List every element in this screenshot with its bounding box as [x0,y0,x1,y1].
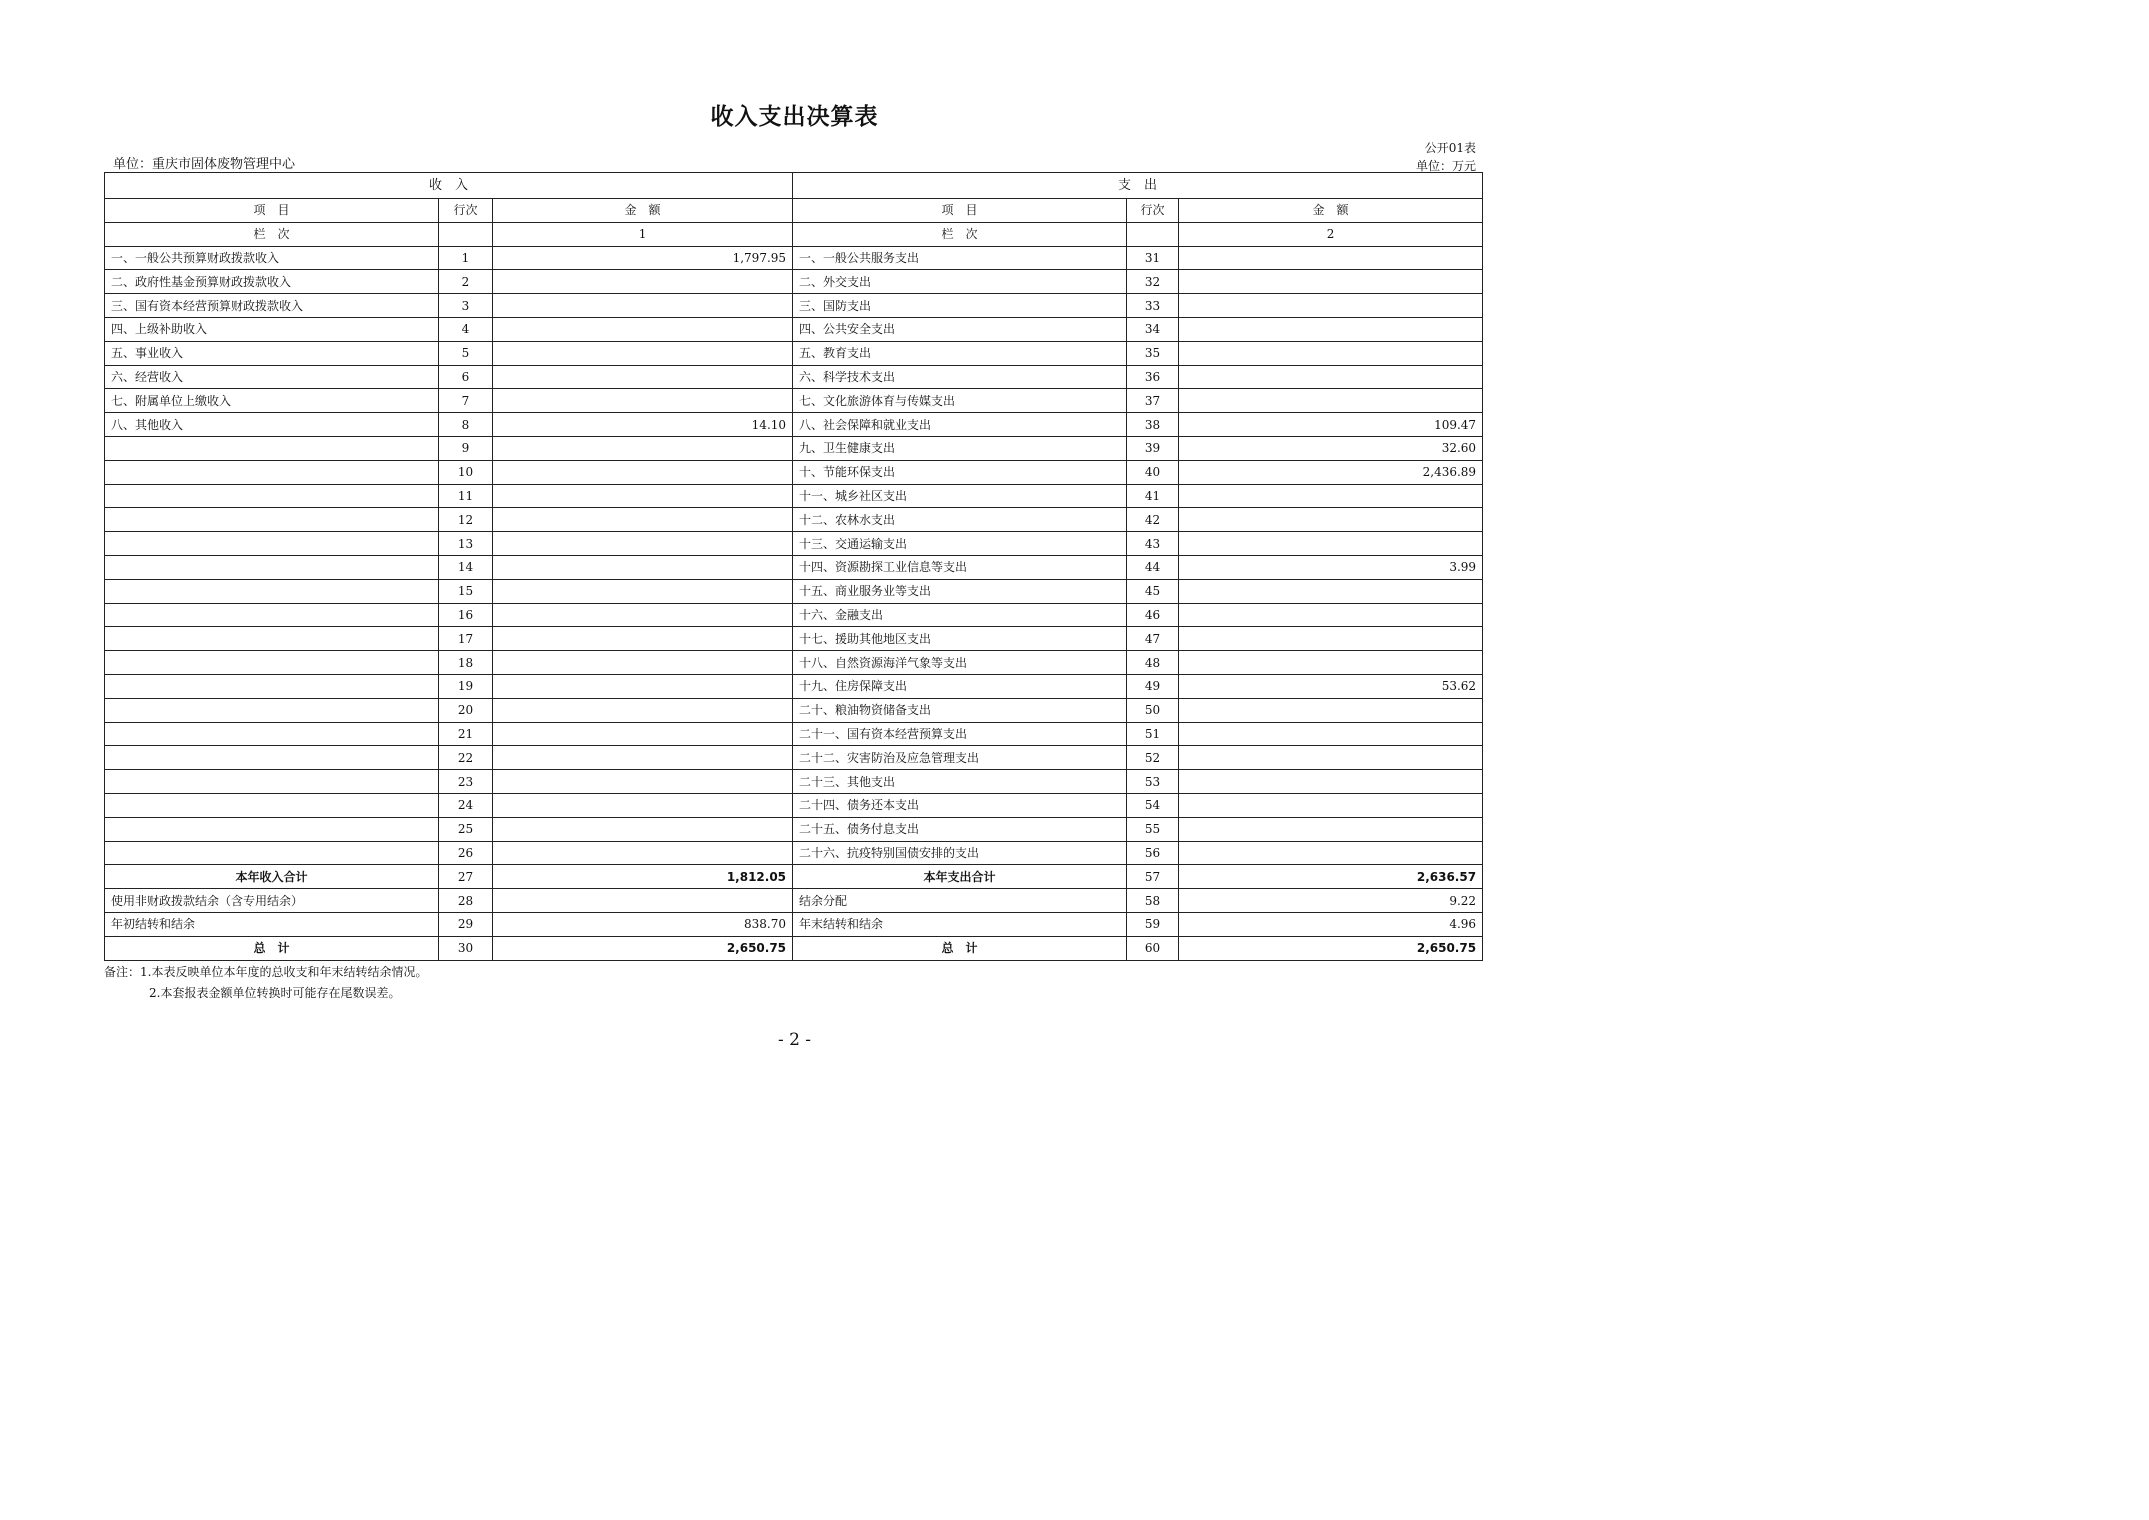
expense-item-cell: 四、公共安全支出 [793,317,1127,341]
expense-item-cell: 二、外交支出 [793,270,1127,294]
expense-amount-cell [1179,627,1483,651]
expense-item-cell: 十八、自然资源海洋气象等支出 [793,651,1127,675]
expense-item-cell: 总 计 [793,936,1127,960]
table-row [105,603,1483,627]
income-line-cell: 26 [439,841,493,865]
table-body [105,246,1483,960]
income-amount-cell: 1,812.05 [493,865,793,889]
income-line-cell: 4 [439,317,493,341]
income-line-cell: 27 [439,865,493,889]
expense-item-cell: 七、文化旅游体育与传媒支出 [793,389,1127,413]
income-line-cell: 15 [439,579,493,603]
income-amount-cell [493,460,793,484]
expense-line-cell: 37 [1127,389,1179,413]
table-row [105,579,1483,603]
income-item-cell [105,674,439,698]
table-row [105,317,1483,341]
income-line-cell: 8 [439,413,493,437]
expense-line-cell: 46 [1127,603,1179,627]
income-amount-cell [493,770,793,794]
expense-amount-cell [1179,532,1483,556]
income-line-cell: 29 [439,912,493,936]
table-row [105,936,1483,960]
expense-amount-cell [1179,246,1483,270]
expense-item-cell: 十六、金融支出 [793,603,1127,627]
income-item-cell: 年初结转和结余 [105,912,439,936]
income-line-cell: 9 [439,436,493,460]
expense-line-cell: 31 [1127,246,1179,270]
table-row [105,436,1483,460]
income-amount-cell [493,746,793,770]
income-amount-cell [493,722,793,746]
expense-amount-cell [1179,651,1483,675]
income-line-cell: 19 [439,674,493,698]
income-section-header: 收 入 [105,173,793,199]
expense-item-cell: 十二、农林水支出 [793,508,1127,532]
expense-item-cell: 九、卫生健康支出 [793,436,1127,460]
expense-item-cell: 二十六、抗疫特别国债安排的支出 [793,841,1127,865]
table-row [105,722,1483,746]
expense-item-cell: 十、节能环保支出 [793,460,1127,484]
expense-line-cell: 42 [1127,508,1179,532]
income-amount-cell: 2,650.75 [493,936,793,960]
expense-amount-cell: 2,436.89 [1179,460,1483,484]
income-item-cell: 五、事业收入 [105,341,439,365]
expense-amount-cell [1179,793,1483,817]
income-item-cell: 七、附属单位上缴收入 [105,389,439,413]
income-item-cell [105,793,439,817]
reporting-unit: 单位：重庆市固体废物管理中心 [113,157,296,172]
expense-amount-cell [1179,508,1483,532]
section-header-row [105,173,1483,199]
income-line-cell: 16 [439,603,493,627]
income-line-cell: 23 [439,770,493,794]
table-row [105,270,1483,294]
table-row [105,246,1483,270]
income-line-cell: 14 [439,555,493,579]
expense-amount-cell: 32.60 [1179,436,1483,460]
income-amount-cell: 838.70 [493,912,793,936]
income-line-cell: 20 [439,698,493,722]
income-item-cell [105,579,439,603]
expense-amount-cell: 3.99 [1179,555,1483,579]
income-item-cell [105,770,439,794]
expense-amount-cell [1179,603,1483,627]
expense-line-cell: 58 [1127,889,1179,913]
expense-line-cell: 57 [1127,865,1179,889]
income-amount-cell [493,698,793,722]
income-line-cell: 3 [439,294,493,318]
income-amount-cell [493,484,793,508]
expense-line-cell: 49 [1127,674,1179,698]
income-item-cell: 二、政府性基金预算财政拨款收入 [105,270,439,294]
expense-amount-cell: 53.62 [1179,674,1483,698]
table-row [105,817,1483,841]
expense-item-cell: 十一、城乡社区支出 [793,484,1127,508]
expense-amount-cell [1179,270,1483,294]
expense-amount-cell [1179,841,1483,865]
table-row [105,770,1483,794]
income-item-cell [105,722,439,746]
expense-item-cell: 二十二、灾害防治及应急管理支出 [793,746,1127,770]
income-line-cell: 2 [439,270,493,294]
income-amount-cell [493,365,793,389]
income-item-cell: 八、其他收入 [105,413,439,437]
table-row [105,651,1483,675]
income-amount-cell [493,579,793,603]
expense-item-cell: 六、科学技术支出 [793,365,1127,389]
income-line-cell: 30 [439,936,493,960]
income-item-cell [105,817,439,841]
expense-item-cell: 三、国防支出 [793,294,1127,318]
income-line-cell: 10 [439,460,493,484]
income-amount-cell [493,651,793,675]
expense-amount-cell [1179,317,1483,341]
table-row [105,865,1483,889]
income-item-cell: 一、一般公共预算财政拨款收入 [105,246,439,270]
income-expense-table [104,172,1483,961]
column-header-row [105,199,1483,223]
expense-amount-cell: 4.96 [1179,912,1483,936]
income-item-cell: 使用非财政拨款结余（含专用结余） [105,889,439,913]
income-amount-cell [493,841,793,865]
income-item-cell: 四、上级补助收入 [105,317,439,341]
expense-line-cell: 51 [1127,722,1179,746]
income-item-header: 项 目 [105,199,439,223]
expense-item-cell: 十四、资源勘探工业信息等支出 [793,555,1127,579]
income-amount-cell [493,317,793,341]
page-title: 收入支出决算表 [710,104,879,130]
expense-column-blank [1127,222,1179,246]
expense-amount-cell: 2,650.75 [1179,936,1483,960]
income-amount-cell [493,389,793,413]
income-line-cell: 12 [439,508,493,532]
income-amount-cell [493,603,793,627]
expense-line-cell: 59 [1127,912,1179,936]
income-column-index: 1 [493,222,793,246]
income-amount-cell [493,555,793,579]
income-amount-cell [493,508,793,532]
income-item-cell: 三、国有资本经营预算财政拨款收入 [105,294,439,318]
table-row [105,484,1483,508]
income-item-cell: 总 计 [105,936,439,960]
income-amount-cell [493,889,793,913]
income-item-cell [105,603,439,627]
income-item-cell: 本年收入合计 [105,865,439,889]
table-row [105,389,1483,413]
income-amount-cell [493,793,793,817]
currency-unit: 单位：万元 [1415,159,1476,173]
expense-line-cell: 47 [1127,627,1179,651]
expense-line-cell: 48 [1127,651,1179,675]
expense-line-cell: 52 [1127,746,1179,770]
expense-item-cell: 一、一般公共服务支出 [793,246,1127,270]
note-2: 2.本套报表金额单位转换时可能存在尾数误差。 [149,986,401,1000]
expense-line-cell: 32 [1127,270,1179,294]
income-line-cell: 6 [439,365,493,389]
income-column-blank [439,222,493,246]
expense-item-cell: 十九、住房保障支出 [793,674,1127,698]
income-amount-cell [493,817,793,841]
table-row [105,365,1483,389]
income-amount-cell [493,674,793,698]
expense-amount-cell: 109.47 [1179,413,1483,437]
income-item-cell [105,436,439,460]
notes [104,962,427,1004]
income-item-cell: 六、经营收入 [105,365,439,389]
income-line-cell: 5 [439,341,493,365]
table-row [105,294,1483,318]
income-line-cell: 25 [439,817,493,841]
expense-amount-cell [1179,484,1483,508]
expense-line-cell: 56 [1127,841,1179,865]
expense-item-cell: 二十五、债务付息支出 [793,817,1127,841]
table-row [105,889,1483,913]
expense-item-cell: 二十一、国有资本经营预算支出 [793,722,1127,746]
expense-amount-cell [1179,698,1483,722]
expense-line-cell: 55 [1127,817,1179,841]
expense-amount-header: 金 额 [1179,199,1483,223]
income-item-cell [105,532,439,556]
form-number: 公开01表 [1424,141,1476,155]
income-item-cell [105,460,439,484]
expense-column-label: 栏 次 [793,222,1127,246]
income-amount-cell [493,270,793,294]
expense-column-index: 2 [1179,222,1483,246]
expense-item-cell: 二十四、债务还本支出 [793,793,1127,817]
expense-amount-cell [1179,294,1483,318]
expense-line-cell: 33 [1127,294,1179,318]
income-line-cell: 17 [439,627,493,651]
expense-item-cell: 本年支出合计 [793,865,1127,889]
table-row [105,555,1483,579]
income-amount-cell [493,627,793,651]
income-amount-cell [493,532,793,556]
expense-item-cell: 十五、商业服务业等支出 [793,579,1127,603]
income-line-cell: 1 [439,246,493,270]
expense-amount-cell [1179,722,1483,746]
expense-line-header: 行次 [1127,199,1179,223]
income-item-cell [105,746,439,770]
expense-item-cell: 五、教育支出 [793,341,1127,365]
expense-line-cell: 50 [1127,698,1179,722]
income-amount-header: 金 额 [493,199,793,223]
income-amount-cell: 1,797.95 [493,246,793,270]
expense-line-cell: 45 [1127,579,1179,603]
income-amount-cell [493,341,793,365]
expense-line-cell: 43 [1127,532,1179,556]
table-row [105,841,1483,865]
expense-amount-cell [1179,579,1483,603]
expense-section-header: 支 出 [793,173,1483,199]
expense-amount-cell [1179,341,1483,365]
table-row [105,341,1483,365]
expense-line-cell: 54 [1127,793,1179,817]
income-item-cell [105,627,439,651]
income-line-cell: 28 [439,889,493,913]
expense-line-cell: 53 [1127,770,1179,794]
table-row [105,793,1483,817]
expense-line-cell: 36 [1127,365,1179,389]
income-line-cell: 7 [439,389,493,413]
expense-amount-cell [1179,817,1483,841]
expense-amount-cell: 9.22 [1179,889,1483,913]
column-index-row [105,222,1483,246]
expense-item-cell: 八、社会保障和就业支出 [793,413,1127,437]
expense-line-cell: 40 [1127,460,1179,484]
income-line-cell: 22 [439,746,493,770]
income-line-cell: 18 [439,651,493,675]
table-row [105,627,1483,651]
income-amount-cell [493,436,793,460]
income-line-cell: 24 [439,793,493,817]
income-line-header: 行次 [439,199,493,223]
expense-item-cell: 二十三、其他支出 [793,770,1127,794]
income-amount-cell [493,294,793,318]
expense-line-cell: 38 [1127,413,1179,437]
note-1: 备注：1.本表反映单位本年度的总收支和年末结转结余情况。 [104,965,428,979]
income-amount-cell: 14.10 [493,413,793,437]
expense-item-cell: 十七、援助其他地区支出 [793,627,1127,651]
income-item-cell [105,698,439,722]
expense-amount-cell [1179,746,1483,770]
table-row [105,698,1483,722]
expense-line-cell: 60 [1127,936,1179,960]
table-row [105,674,1483,698]
expense-amount-cell [1179,365,1483,389]
expense-item-cell: 二十、粮油物资储备支出 [793,698,1127,722]
table-row [105,508,1483,532]
table-row [105,413,1483,437]
income-line-cell: 21 [439,722,493,746]
expense-amount-cell: 2,636.57 [1179,865,1483,889]
income-item-cell [105,508,439,532]
page-number: - 2 - [777,1030,812,1050]
income-column-label: 栏 次 [105,222,439,246]
income-line-cell: 11 [439,484,493,508]
table-row [105,912,1483,936]
income-item-cell [105,555,439,579]
expense-item-cell: 十三、交通运输支出 [793,532,1127,556]
expense-line-cell: 44 [1127,555,1179,579]
expense-item-cell: 结余分配 [793,889,1127,913]
expense-line-cell: 34 [1127,317,1179,341]
income-item-cell [105,651,439,675]
expense-item-cell: 年末结转和结余 [793,912,1127,936]
expense-line-cell: 39 [1127,436,1179,460]
table-row [105,460,1483,484]
expense-item-header: 项 目 [793,199,1127,223]
income-item-cell [105,841,439,865]
income-line-cell: 13 [439,532,493,556]
table-row [105,746,1483,770]
expense-line-cell: 35 [1127,341,1179,365]
expense-line-cell: 41 [1127,484,1179,508]
expense-amount-cell [1179,389,1483,413]
expense-amount-cell [1179,770,1483,794]
income-item-cell [105,484,439,508]
table-row [105,532,1483,556]
